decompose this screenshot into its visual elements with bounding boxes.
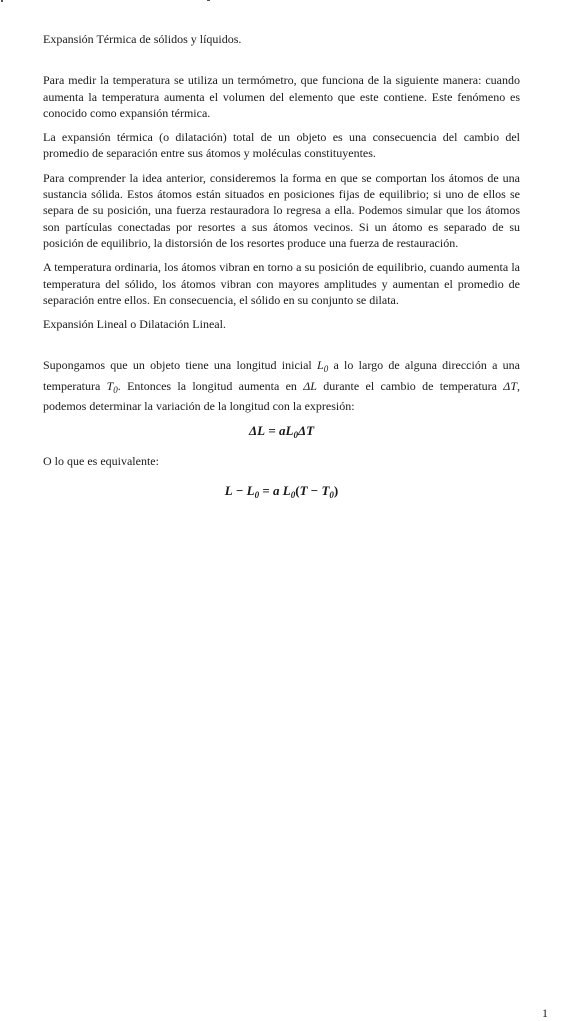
corner-mark <box>1 0 3 2</box>
top-mark <box>207 0 210 1</box>
symbol-delta-T: ΔT <box>503 378 518 393</box>
page-number: 1 <box>542 1006 548 1020</box>
symbol-L0: $L_0$ <box>317 358 329 375</box>
equation-equivalent: $L - L_0 = a$ $L_0(T - T_0)$ <box>224 482 339 500</box>
equation-linear-expansion: $\Delta L = aL_0\Delta T$ <box>248 423 315 441</box>
paragraph-atoms: Para comprender la idea anterior, consideremos la forma en que se comportan los átomos de una sustancia sólida. Estos átomos están situados en posiciones fijas de equilibrio; si uno de ellos se separa de su posición, una fuerza restauradora lo regresa a ella. Podemos simular que los átomos son partículas conectadas por resortes a sus átomos vecinos. Si un átomo es separado de su posición de equilibrio, la distorsión de los resortes produce una fuerza de restauración. <box>43 170 520 250</box>
symbol-delta-L: ΔL <box>303 378 317 393</box>
equivalent-text: O lo que es equivalente: <box>43 453 159 468</box>
document-title: Expansión Térmica de sólidos y líquidos. <box>43 32 242 46</box>
page-content <box>43 31 520 503</box>
symbol-T0: $T_0$ <box>106 378 118 395</box>
paragraph-thermometer: Para medir la temperatura se utiliza un termómetro, que funciona de la siguiente manera: cuando aumenta la temperatura aumenta el volumen del elemento que este contiene. Este fenómeno es conocido como expansión térmica. <box>43 73 520 120</box>
paragraph-temperature: A temperatura ordinaria, los átomos vibran en torno a su posición de equilibrio, cuando aumenta la temperatura del sólido, los átomos vibran con mayores amplitudes y aumentan el promedio de separación entre ellos. En consecuencia, el sólido en su conjunto se dilata. <box>43 260 520 307</box>
section-heading: Expansión Lineal o Dilatación Lineal. <box>43 317 226 332</box>
paragraph-linear: Supongamos que un objeto tiene una longitud inicial $L_0$ a lo largo de alguna dirección a una temperatura $T_0$. Entonces la longitud aumenta en ΔL durante el cambio de temperatura ΔT, podemos determinar la variación de la longitud con la expresión: <box>43 358 521 414</box>
paragraph-expansion: La expansión térmica (o dilatación) total de un objeto es una consecuencia del cambio del promedio de separación entre sus átomos y moléculas constituyentes. <box>43 130 520 161</box>
